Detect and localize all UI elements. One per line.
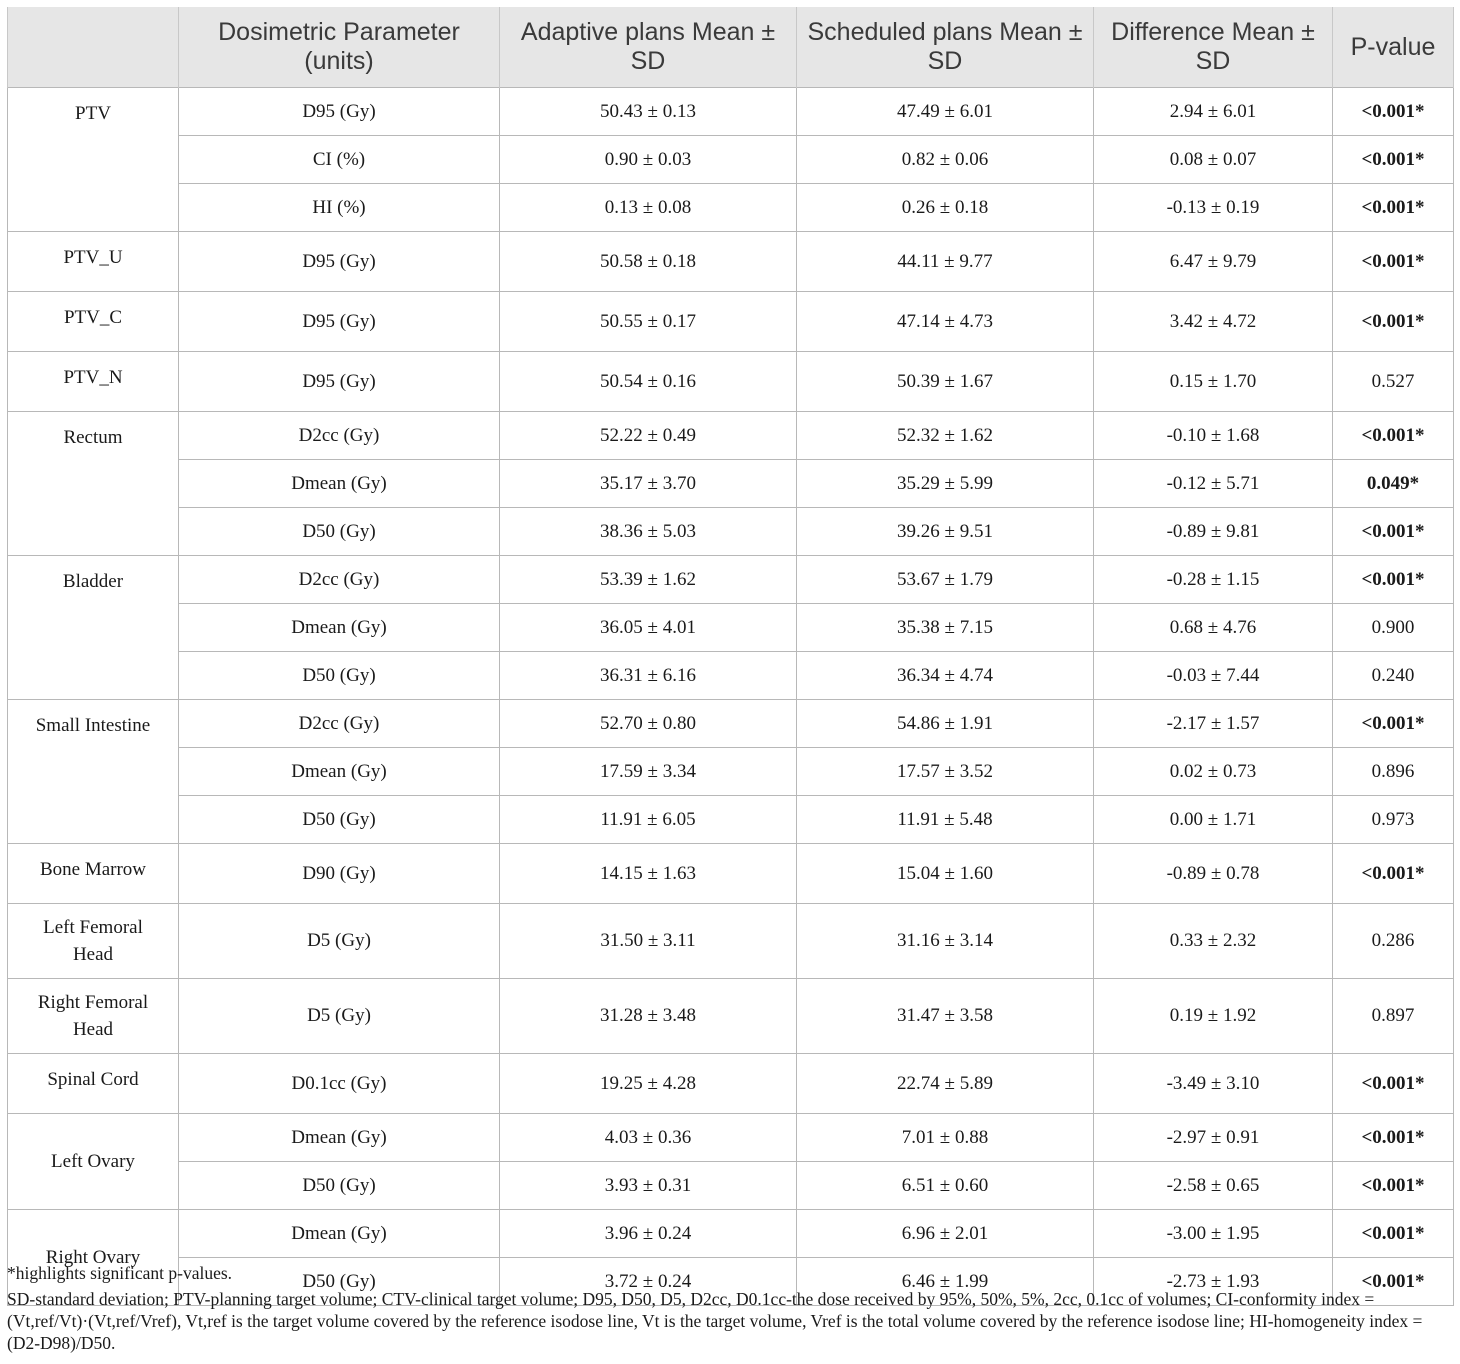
table-body [8, 88, 1454, 1306]
adaptive-cell: 11.91 ± 6.05 [500, 796, 797, 844]
header-difference: Difference Mean ± SD [1094, 7, 1333, 88]
scheduled-cell: 35.38 ± 7.15 [797, 604, 1094, 652]
difference-cell: -0.12 ± 5.71 [1094, 460, 1333, 508]
table-row [8, 748, 1454, 796]
difference-cell: 2.94 ± 6.01 [1094, 88, 1333, 136]
adaptive-cell: 52.22 ± 0.49 [500, 412, 797, 460]
table-row [8, 700, 1454, 748]
difference-cell: -2.97 ± 0.91 [1094, 1114, 1333, 1162]
header-scheduled: Scheduled plans Mean ± SD [797, 7, 1094, 88]
scheduled-cell: 6.46 ± 1.99 [797, 1258, 1094, 1306]
pvalue-cell: <0.001* [1333, 1258, 1454, 1306]
difference-cell: 0.33 ± 2.32 [1094, 904, 1333, 979]
scheduled-cell: 31.47 ± 3.58 [797, 979, 1094, 1054]
pvalue-cell: 0.973 [1333, 796, 1454, 844]
adaptive-cell: 50.54 ± 0.16 [500, 352, 797, 412]
scheduled-cell: 6.51 ± 0.60 [797, 1162, 1094, 1210]
adaptive-cell: 19.25 ± 4.28 [500, 1054, 797, 1114]
difference-cell: 0.08 ± 0.07 [1094, 136, 1333, 184]
adaptive-cell: 35.17 ± 3.70 [500, 460, 797, 508]
difference-cell: -2.58 ± 0.65 [1094, 1162, 1333, 1210]
structure-cell: Rectum [8, 412, 179, 556]
parameter-cell: D95 (Gy) [179, 352, 500, 412]
pvalue-cell: <0.001* [1333, 1054, 1454, 1114]
parameter-cell: D5 (Gy) [179, 979, 500, 1054]
table-row [8, 844, 1454, 904]
parameter-cell: Dmean (Gy) [179, 604, 500, 652]
parameter-cell: D2cc (Gy) [179, 556, 500, 604]
adaptive-cell: 52.70 ± 0.80 [500, 700, 797, 748]
parameter-cell: D95 (Gy) [179, 232, 500, 292]
pvalue-cell: 0.286 [1333, 904, 1454, 979]
scheduled-cell: 35.29 ± 5.99 [797, 460, 1094, 508]
table-row [8, 460, 1454, 508]
table-header [8, 7, 1454, 88]
structure-cell: Bone Marrow [8, 844, 179, 904]
parameter-cell: D50 (Gy) [179, 652, 500, 700]
scheduled-cell: 7.01 ± 0.88 [797, 1114, 1094, 1162]
table-footnotes [7, 1262, 1453, 1358]
abbreviations-note: SD-standard deviation; PTV-planning target volume; CTV-clinical target volume; D95, D50, D5, D2cc, D0.1cc-the dose received by 95%, 50%, 5%, 2cc, 0.1cc of volumes; CI-conformity index = (Vt,ref/Vt)·(Vt,ref/Vref), Vt,ref is the target volume covered by the reference isodose line, Vt is the target volume, Vref is the total volume covered by the reference isodose line; HI-homogeneity index = (D2-D98)/D50. [7, 1289, 1423, 1353]
difference-cell: -2.73 ± 1.93 [1094, 1258, 1333, 1306]
scheduled-cell: 31.16 ± 3.14 [797, 904, 1094, 979]
pvalue-cell: <0.001* [1333, 1210, 1454, 1258]
pvalue-cell: <0.001* [1333, 844, 1454, 904]
pvalue-cell: 0.049* [1333, 460, 1454, 508]
table-row [8, 796, 1454, 844]
pvalue-cell: <0.001* [1333, 136, 1454, 184]
difference-cell: -0.89 ± 9.81 [1094, 508, 1333, 556]
difference-cell: 6.47 ± 9.79 [1094, 232, 1333, 292]
structure-cell: PTV_C [8, 292, 179, 352]
parameter-cell: D95 (Gy) [179, 88, 500, 136]
scheduled-cell: 53.67 ± 1.79 [797, 556, 1094, 604]
scheduled-cell: 39.26 ± 9.51 [797, 508, 1094, 556]
adaptive-cell: 31.28 ± 3.48 [500, 979, 797, 1054]
structure-cell: Right Femoral Head [8, 979, 179, 1054]
difference-cell: -0.10 ± 1.68 [1094, 412, 1333, 460]
table-row [8, 292, 1454, 352]
significance-note: *highlights significant p-values. [7, 1263, 233, 1283]
parameter-cell: Dmean (Gy) [179, 1114, 500, 1162]
scheduled-cell: 50.39 ± 1.67 [797, 352, 1094, 412]
scheduled-cell: 0.26 ± 0.18 [797, 184, 1094, 232]
difference-cell: 0.15 ± 1.70 [1094, 352, 1333, 412]
scheduled-cell: 22.74 ± 5.89 [797, 1054, 1094, 1114]
difference-cell: 0.00 ± 1.71 [1094, 796, 1333, 844]
parameter-cell: D50 (Gy) [179, 1162, 500, 1210]
adaptive-cell: 36.31 ± 6.16 [500, 652, 797, 700]
parameter-cell: Dmean (Gy) [179, 1210, 500, 1258]
table-row [8, 508, 1454, 556]
pvalue-cell: <0.001* [1333, 292, 1454, 352]
pvalue-cell: 0.897 [1333, 979, 1454, 1054]
table-row [8, 352, 1454, 412]
parameter-cell: Dmean (Gy) [179, 748, 500, 796]
pvalue-cell: <0.001* [1333, 508, 1454, 556]
table-row [8, 136, 1454, 184]
table-row [8, 904, 1454, 979]
difference-cell: -2.17 ± 1.57 [1094, 700, 1333, 748]
header-pvalue: P-value [1333, 7, 1454, 88]
adaptive-cell: 0.90 ± 0.03 [500, 136, 797, 184]
structure-cell: Small Intestine [8, 700, 179, 844]
adaptive-cell: 31.50 ± 3.11 [500, 904, 797, 979]
structure-cell: PTV_N [8, 352, 179, 412]
table-row [8, 88, 1454, 136]
table-row [8, 412, 1454, 460]
structure-cell: Bladder [8, 556, 179, 700]
pvalue-cell: 0.527 [1333, 352, 1454, 412]
table-row [8, 556, 1454, 604]
pvalue-cell: <0.001* [1333, 412, 1454, 460]
parameter-cell: HI (%) [179, 184, 500, 232]
scheduled-cell: 47.14 ± 4.73 [797, 292, 1094, 352]
structure-cell: Left Femoral Head [8, 904, 179, 979]
scheduled-cell: 0.82 ± 0.06 [797, 136, 1094, 184]
adaptive-cell: 3.93 ± 0.31 [500, 1162, 797, 1210]
table-row [8, 1114, 1454, 1162]
scheduled-cell: 15.04 ± 1.60 [797, 844, 1094, 904]
adaptive-cell: 50.58 ± 0.18 [500, 232, 797, 292]
pvalue-cell: <0.001* [1333, 700, 1454, 748]
parameter-cell: D50 (Gy) [179, 508, 500, 556]
pvalue-cell: <0.001* [1333, 232, 1454, 292]
difference-cell: 0.68 ± 4.76 [1094, 604, 1333, 652]
adaptive-cell: 50.55 ± 0.17 [500, 292, 797, 352]
table-row [8, 1210, 1454, 1258]
parameter-cell: D95 (Gy) [179, 292, 500, 352]
table-row [8, 232, 1454, 292]
structure-cell: PTV [8, 88, 179, 232]
adaptive-cell: 3.72 ± 0.24 [500, 1258, 797, 1306]
parameter-cell: D50 (Gy) [179, 796, 500, 844]
parameter-cell: D5 (Gy) [179, 904, 500, 979]
scheduled-cell: 44.11 ± 9.77 [797, 232, 1094, 292]
adaptive-cell: 4.03 ± 0.36 [500, 1114, 797, 1162]
header-parameter: Dosimetric Parameter (units) [179, 7, 500, 88]
dosimetric-comparison-table [7, 7, 1454, 1306]
difference-cell: -0.89 ± 0.78 [1094, 844, 1333, 904]
difference-cell: 0.02 ± 0.73 [1094, 748, 1333, 796]
table-row [8, 1054, 1454, 1114]
table-row [8, 184, 1454, 232]
difference-cell: -0.03 ± 7.44 [1094, 652, 1333, 700]
scheduled-cell: 17.57 ± 3.52 [797, 748, 1094, 796]
adaptive-cell: 0.13 ± 0.08 [500, 184, 797, 232]
scheduled-cell: 6.96 ± 2.01 [797, 1210, 1094, 1258]
table-row [8, 1162, 1454, 1210]
pvalue-cell: <0.001* [1333, 556, 1454, 604]
header-adaptive: Adaptive plans Mean ± SD [500, 7, 797, 88]
difference-cell: 3.42 ± 4.72 [1094, 292, 1333, 352]
difference-cell: -3.00 ± 1.95 [1094, 1210, 1333, 1258]
difference-cell: -0.28 ± 1.15 [1094, 556, 1333, 604]
table-row [8, 979, 1454, 1054]
parameter-cell: D2cc (Gy) [179, 700, 500, 748]
table-row [8, 604, 1454, 652]
pvalue-cell: 0.900 [1333, 604, 1454, 652]
pvalue-cell: 0.240 [1333, 652, 1454, 700]
adaptive-cell: 3.96 ± 0.24 [500, 1210, 797, 1258]
adaptive-cell: 53.39 ± 1.62 [500, 556, 797, 604]
pvalue-cell: <0.001* [1333, 1162, 1454, 1210]
structure-cell: Spinal Cord [8, 1054, 179, 1114]
pvalue-cell: 0.896 [1333, 748, 1454, 796]
table-row [8, 652, 1454, 700]
parameter-cell: D0.1cc (Gy) [179, 1054, 500, 1114]
difference-cell: -3.49 ± 3.10 [1094, 1054, 1333, 1114]
structure-cell: Left Ovary [8, 1114, 179, 1210]
parameter-cell: CI (%) [179, 136, 500, 184]
difference-cell: 0.19 ± 1.92 [1094, 979, 1333, 1054]
structure-cell: PTV_U [8, 232, 179, 292]
pvalue-cell: <0.001* [1333, 184, 1454, 232]
parameter-cell: D2cc (Gy) [179, 412, 500, 460]
pvalue-cell: <0.001* [1333, 1114, 1454, 1162]
header-structure [8, 7, 179, 88]
parameter-cell: D90 (Gy) [179, 844, 500, 904]
scheduled-cell: 52.32 ± 1.62 [797, 412, 1094, 460]
scheduled-cell: 54.86 ± 1.91 [797, 700, 1094, 748]
scheduled-cell: 47.49 ± 6.01 [797, 88, 1094, 136]
scheduled-cell: 36.34 ± 4.74 [797, 652, 1094, 700]
difference-cell: -0.13 ± 0.19 [1094, 184, 1333, 232]
pvalue-cell: <0.001* [1333, 88, 1454, 136]
parameter-cell: D50 (Gy) [179, 1258, 500, 1306]
adaptive-cell: 50.43 ± 0.13 [500, 88, 797, 136]
scheduled-cell: 11.91 ± 5.48 [797, 796, 1094, 844]
adaptive-cell: 38.36 ± 5.03 [500, 508, 797, 556]
parameter-cell: Dmean (Gy) [179, 460, 500, 508]
structure-cell: Right Ovary [8, 1210, 179, 1306]
adaptive-cell: 17.59 ± 3.34 [500, 748, 797, 796]
adaptive-cell: 14.15 ± 1.63 [500, 844, 797, 904]
adaptive-cell: 36.05 ± 4.01 [500, 604, 797, 652]
